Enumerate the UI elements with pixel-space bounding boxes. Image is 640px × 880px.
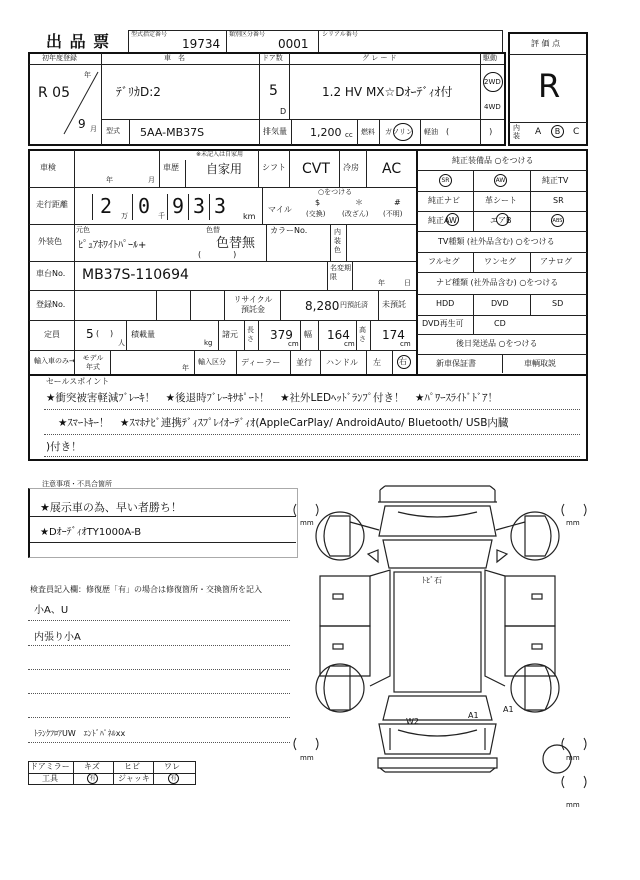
scratch-label: キズ: [84, 762, 100, 771]
recycle-value: 8,280: [305, 299, 340, 313]
drive-4wd: 4WD: [484, 103, 501, 111]
diagram-w2: W2: [406, 717, 419, 726]
unknown-label: (不明): [383, 210, 403, 218]
chassis-value: MB37S-110694: [82, 267, 189, 283]
interior-a: A: [535, 127, 542, 137]
sales-point-label: セールスポイント: [46, 377, 110, 386]
sales-point-line-3: )付き！: [46, 441, 82, 453]
capacity-close-paren: ): [110, 329, 114, 338]
mileage-digit-5: 3: [214, 194, 227, 218]
ac-value: AC: [382, 161, 402, 177]
import-dealer: ディーラー: [241, 358, 281, 367]
drive-label: 駆動: [483, 54, 497, 62]
exchange-label: (交換): [306, 210, 326, 218]
mileage-man-unit: 万: [121, 212, 128, 220]
mileage-circle-note: ○をつける: [318, 188, 353, 196]
door-mirror-label: ドアミラー: [30, 762, 70, 771]
navi-sd: SD: [552, 299, 564, 308]
navi-cd: CD: [494, 319, 506, 328]
color-change-paren: ( ): [198, 250, 237, 259]
handle-label: ハンドル: [326, 358, 358, 367]
category-value: 0001: [278, 37, 309, 51]
name-change-day: 日: [404, 279, 411, 287]
height-unit: cm: [400, 340, 411, 348]
first-reg-label: 初年度登録: [42, 54, 77, 62]
sunroof: SR: [441, 177, 450, 184]
tools-label: 工具: [42, 774, 58, 783]
exchange-sym: $: [315, 198, 321, 207]
interior-c: C: [573, 127, 580, 137]
shift-label: シフト: [262, 163, 286, 172]
fuel-other: ( ): [446, 127, 493, 136]
shift-value: CVT: [302, 161, 330, 177]
recycle-unit: 円預託済: [340, 301, 368, 309]
navi-hdd: HDD: [436, 299, 455, 308]
original-color-label: 元色: [76, 226, 90, 234]
mm-spare: mm: [566, 801, 580, 809]
notes-line-2: ★DｵｰﾃﾞｨｵTY1000A-B: [40, 527, 142, 538]
inspection-year-unit: 年: [106, 176, 113, 184]
tv-one-seg: ワンセグ: [484, 257, 516, 266]
color-change-label: 色替: [206, 226, 220, 234]
tv-type-label: TV種類 (社外品含む) ○をつける: [438, 237, 555, 246]
capacity-paren: (: [96, 329, 100, 338]
oem-aw: 純正AW: [428, 216, 457, 225]
diagram-a1-right: A1: [503, 705, 514, 714]
sales-point-line-1: ★衝突被害軽減ﾌﾞﾚｰｷ！ ★後退時ﾌﾞﾚｰｷｻﾎﾟｰﾄ！ ★社外LEDﾍｯﾄﾞﾗﾝﾌﾟ付き！ ★ﾊﾟﾜｰｽﾗｲﾄﾞﾄﾞｱ！: [46, 392, 498, 404]
abs: ABS: [552, 218, 563, 224]
capacity-value: 5: [86, 327, 94, 341]
import-label: 輸入車のみ→: [34, 357, 75, 365]
diagram-tobi-ishi: ﾄﾋﾞ石: [422, 576, 442, 585]
diagram-a1-rear: A1: [468, 711, 479, 720]
displacement-label: 排気量: [263, 127, 287, 136]
tamper-label: (改ざん): [342, 210, 369, 218]
capacity-label: 定員: [44, 330, 60, 339]
vehicle-manual: 車輌取説: [524, 359, 556, 368]
length-unit: cm: [288, 340, 299, 348]
mileage-digit-3: 9: [172, 194, 185, 218]
notes-line-1: ★展示車の為、早い者勝ち！: [40, 501, 182, 514]
size-label: 諸元: [222, 330, 238, 339]
reg-no-label: 登録No.: [36, 300, 66, 309]
notes-box: [28, 488, 298, 558]
handle-right: 右: [399, 357, 407, 366]
tamper-sym: ＊: [355, 198, 363, 207]
aw-circled: [494, 174, 507, 187]
exterior-color-label: 外装色: [38, 237, 62, 246]
original-color-value: ﾋﾟｭｱﾎﾜｲﾄﾊﾟｰﾙ+: [78, 240, 147, 251]
jack-has: 有: [170, 775, 177, 782]
aw: AW: [495, 177, 506, 184]
inspector-label: 検査員記入欄：修復歴「有」の場合は修復箇所・交換箇所を記入: [30, 585, 262, 594]
height-label: 高さ: [359, 326, 366, 343]
tools-has-circled: [87, 773, 98, 784]
length-value: 379: [270, 328, 293, 342]
history-label: 車歴: [163, 163, 179, 172]
ac-label: 冷房: [343, 163, 359, 172]
serial-label: シリアル番号: [322, 31, 358, 38]
grade-value: 1.2 HV MX☆Dｵｰﾃﾞｨｵ付: [322, 85, 453, 99]
notes-label: 注意事項・不具合箇所: [42, 480, 112, 488]
chassis-label: 車台No.: [36, 269, 66, 278]
fuel-light-oil: 軽油: [424, 128, 438, 136]
inspector-line-3: ﾄﾗﾝｸﾌﾛｱUW ｴﾝﾄﾞﾊﾟﾈﾙxx: [34, 729, 126, 738]
jack-label: ジャッキ: [118, 774, 150, 783]
crack-label: ヒビ: [124, 762, 140, 771]
mileage-digit-4: 3: [193, 194, 206, 218]
oem-sr: SR: [553, 196, 564, 205]
car-damage-diagram: [290, 476, 620, 816]
import-year-unit: 年: [182, 364, 189, 372]
width-unit: cm: [344, 340, 355, 348]
rating-label: 評 価 点: [531, 39, 561, 48]
usage-value: 自家用: [206, 162, 243, 176]
width-value: 164: [327, 328, 350, 342]
displacement-value: 1,200: [310, 126, 342, 139]
load-unit: kg: [204, 339, 213, 347]
recycle-label: リサイクル預託金: [233, 295, 273, 314]
navi-dvd: DVD: [491, 299, 509, 308]
form-title: 出 品 票: [46, 32, 111, 51]
model-year-label: モデル年式: [82, 354, 104, 371]
type-value: 5AA-MB37S: [140, 126, 205, 139]
oem-navi: 純正ナビ: [428, 196, 460, 205]
inspector-line-1: 小A、U: [34, 605, 69, 616]
leather-seat: 革シート: [485, 196, 517, 205]
interior-b-circled: [551, 125, 564, 138]
name-change-year: 年: [378, 279, 385, 287]
import-class-label: 輸入区分: [198, 358, 226, 366]
width-label: 幅: [304, 330, 312, 339]
unknown-sym: #: [394, 198, 401, 207]
capacity-unit: 人: [118, 339, 125, 347]
airbag: エアB: [490, 216, 512, 225]
fuel-label: 燃料: [361, 128, 375, 136]
tv-full-seg: フルセグ: [428, 257, 460, 266]
height-value: 174: [382, 328, 405, 342]
inspection-label: 車検: [40, 163, 56, 172]
first-reg-month-unit: 月: [90, 125, 97, 133]
type-label: 型式: [106, 127, 120, 135]
interior-b: B: [554, 127, 561, 136]
import-parallel: 並行: [296, 358, 312, 367]
inspector-line-2: 内張り小A: [34, 632, 81, 643]
car-name-value: ﾃﾞﾘｶD:2: [116, 85, 161, 99]
abs-circled: [551, 214, 564, 227]
tools-has: 有: [89, 775, 96, 782]
fuel-gasoline: ガソリン: [385, 128, 413, 136]
displacement-unit: cc: [345, 131, 353, 139]
jack-has-circled: [168, 773, 179, 784]
length-label: 長さ: [247, 326, 254, 343]
name-change-label: 名変期限: [330, 264, 351, 281]
model-code-label: 型式指定番号: [131, 31, 168, 38]
mile-label: マイル: [268, 205, 292, 214]
airbag-circle: [496, 213, 509, 226]
navi-type-label: ナビ種類 (社外品含む) ○をつける: [436, 278, 559, 287]
sunroof-circled: [439, 174, 452, 187]
recycle-unpaid: 未預託: [382, 300, 406, 309]
first-reg-year-unit: 年: [84, 71, 91, 79]
color-change-value: 色替無: [216, 236, 256, 251]
sales-point-line-2: ★ｽﾏｰﾄｷｰ！ ★ｽﾏﾎﾅﾋﾞ連携ﾃﾞｨｽﾌﾟﾚｲｵｰﾃﾞｨｵ(AppleCarPlay/ AndroidAuto/ Bluetooth/ USB内臓: [58, 417, 509, 429]
tv-analog: アナログ: [540, 257, 572, 266]
usage-note: ※未記入は自家用: [196, 151, 244, 158]
category-label: 類別区分番号: [229, 31, 266, 38]
first-reg-month: 9: [78, 117, 86, 131]
new-car-warranty: 新車保証書: [436, 359, 476, 368]
mm-rear-left: mm: [300, 754, 314, 762]
mileage-digit-1: 2: [100, 194, 113, 218]
interior-label: 内装: [513, 124, 520, 140]
inspection-month-unit: 月: [148, 176, 155, 184]
mm-front-left: mm: [300, 519, 314, 527]
mileage-label: 走行距離: [36, 200, 68, 209]
rating-value: R: [538, 67, 561, 105]
break-label: ワレ: [164, 762, 180, 771]
load-label: 積載量: [131, 330, 155, 339]
handle-left: 左: [373, 358, 381, 367]
car-name-label: 車 名: [164, 54, 185, 62]
navi-dvd-play: DVD再生可: [422, 319, 464, 328]
oem-equipment-label: 純正装備品 ○をつける: [452, 156, 534, 165]
oem-tv: 純正TV: [542, 176, 569, 185]
later-items-label: 後日発送品 ○をつける: [456, 339, 538, 348]
color-no-label: カラーNo.: [270, 226, 308, 235]
mm-rear-right: mm: [566, 754, 580, 762]
doors-label: ドア数: [262, 54, 283, 62]
doors-value: 5: [269, 83, 278, 99]
oem-aw-circle: [446, 213, 459, 226]
grade-label: グ レ ー ド: [362, 54, 397, 62]
model-code-value: 19734: [182, 37, 221, 51]
doors-sub: D: [280, 107, 287, 116]
first-reg-era: R 05: [38, 85, 70, 101]
mileage-km: km: [243, 212, 256, 221]
drive-2wd: 2WD: [484, 78, 501, 86]
mm-front-right: mm: [566, 519, 580, 527]
interior-color-label: 内装色: [334, 228, 341, 254]
mileage-sen-unit: 千: [158, 212, 165, 220]
mileage-digit-2: 0: [138, 194, 151, 218]
